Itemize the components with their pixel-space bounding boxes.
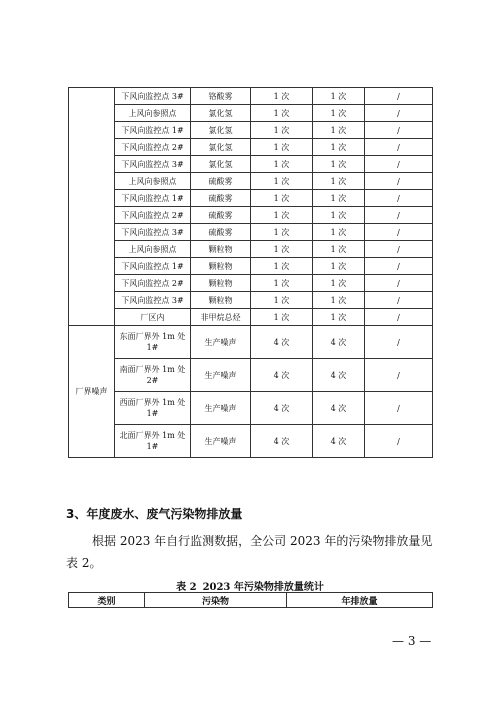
pollutant-cell: 氯化氢 xyxy=(191,122,251,139)
monitoring-frequency-table xyxy=(68,87,433,458)
planned-frequency: 1 次 xyxy=(251,224,313,241)
planned-frequency: 1 次 xyxy=(251,207,313,224)
table-row xyxy=(69,359,433,392)
monitoring-table-body xyxy=(69,88,433,458)
table-row xyxy=(69,122,433,139)
note-cell: / xyxy=(365,139,433,156)
monitoring-point: 下风向监控点 3# xyxy=(115,224,191,241)
monitoring-point: 厂区内 xyxy=(115,309,191,326)
planned-frequency: 1 次 xyxy=(251,292,313,309)
monitoring-point: 北面厂界外 1m 处 1# xyxy=(115,425,191,458)
monitoring-point: 下风向监控点 3# xyxy=(115,292,191,309)
table-row xyxy=(69,392,433,425)
planned-frequency: 1 次 xyxy=(251,241,313,258)
planned-frequency: 1 次 xyxy=(251,309,313,326)
pollutant-cell: 颗粒物 xyxy=(191,292,251,309)
actual-frequency: 4 次 xyxy=(313,326,365,359)
table-row xyxy=(69,275,433,292)
note-cell: / xyxy=(365,292,433,309)
planned-frequency: 1 次 xyxy=(251,88,313,105)
pollutant-cell: 铬酸雾 xyxy=(191,88,251,105)
pollutant-cell: 硫酸雾 xyxy=(191,173,251,190)
note-cell: / xyxy=(365,326,433,359)
note-cell: / xyxy=(365,425,433,458)
section-heading: 3、年度废水、废气污染物排放量 xyxy=(66,507,243,521)
actual-frequency: 1 次 xyxy=(313,275,365,292)
pollutant-cell: 颗粒物 xyxy=(191,275,251,292)
page-number: — 3 — xyxy=(392,634,432,648)
pollutant-cell: 硫酸雾 xyxy=(191,207,251,224)
monitoring-point: 下风向监控点 1# xyxy=(115,258,191,275)
summary-header-row xyxy=(69,593,433,608)
monitoring-point: 下风向监控点 3# xyxy=(115,88,191,105)
monitoring-point: 南面厂界外 1m 处 2# xyxy=(115,359,191,392)
planned-frequency: 4 次 xyxy=(251,326,313,359)
actual-frequency: 1 次 xyxy=(313,258,365,275)
pollutant-cell: 生产噪声 xyxy=(191,326,251,359)
table-row xyxy=(69,425,433,458)
actual-frequency: 1 次 xyxy=(313,190,365,207)
pollutant-cell: 硫酸雾 xyxy=(191,224,251,241)
note-cell: / xyxy=(365,258,433,275)
actual-frequency: 4 次 xyxy=(313,392,365,425)
pollutant-cell: 氯化氢 xyxy=(191,156,251,173)
monitoring-point: 下风向监控点 2# xyxy=(115,139,191,156)
table-row xyxy=(69,207,433,224)
note-cell: / xyxy=(365,122,433,139)
planned-frequency: 1 次 xyxy=(251,275,313,292)
actual-frequency: 1 次 xyxy=(313,224,365,241)
planned-frequency: 1 次 xyxy=(251,139,313,156)
table-row xyxy=(69,105,433,122)
note-cell: / xyxy=(365,190,433,207)
emission-summary-table xyxy=(68,592,433,608)
note-cell: / xyxy=(365,156,433,173)
table2-title: 2023 年污染物排放量统计 xyxy=(202,582,324,593)
category-cell-noise: 厂界噪声 xyxy=(69,326,115,458)
actual-frequency: 1 次 xyxy=(313,241,365,258)
note-cell: / xyxy=(365,359,433,392)
actual-frequency: 1 次 xyxy=(313,122,365,139)
pollutant-cell: 生产噪声 xyxy=(191,392,251,425)
table-row xyxy=(69,139,433,156)
actual-frequency: 1 次 xyxy=(313,207,365,224)
planned-frequency: 4 次 xyxy=(251,425,313,458)
table-row xyxy=(69,326,433,359)
note-cell: / xyxy=(365,392,433,425)
actual-frequency: 4 次 xyxy=(313,425,365,458)
note-cell: / xyxy=(365,105,433,122)
note-cell: / xyxy=(365,207,433,224)
planned-frequency: 1 次 xyxy=(251,105,313,122)
monitoring-point: 西面厂界外 1m 处 1# xyxy=(115,392,191,425)
note-cell: / xyxy=(365,173,433,190)
monitoring-point: 上风向参照点 xyxy=(115,105,191,122)
planned-frequency: 1 次 xyxy=(251,258,313,275)
note-cell: / xyxy=(365,275,433,292)
pollutant-cell: 非甲烷总烃 xyxy=(191,309,251,326)
note-cell: / xyxy=(365,88,433,105)
monitoring-point: 上风向参照点 xyxy=(115,241,191,258)
planned-frequency: 4 次 xyxy=(251,392,313,425)
table2-number: 表 2 xyxy=(176,582,197,593)
planned-frequency: 1 次 xyxy=(251,190,313,207)
header-category: 类别 xyxy=(69,593,145,608)
actual-frequency: 1 次 xyxy=(313,105,365,122)
actual-frequency: 1 次 xyxy=(313,292,365,309)
monitoring-point: 下风向监控点 2# xyxy=(115,207,191,224)
monitoring-point: 下风向监控点 3# xyxy=(115,156,191,173)
actual-frequency: 4 次 xyxy=(313,359,365,392)
planned-frequency: 1 次 xyxy=(251,122,313,139)
body-paragraph: 根据 2023 年自行监测数据，全公司 2023 年的污染物排放量见表 2。 xyxy=(66,534,433,570)
pollutant-cell: 氯化氢 xyxy=(191,139,251,156)
table-row xyxy=(69,292,433,309)
table2-caption xyxy=(0,578,500,593)
monitoring-point: 下风向监控点 1# xyxy=(115,122,191,139)
actual-frequency: 1 次 xyxy=(313,173,365,190)
table-row xyxy=(69,190,433,207)
monitoring-point: 下风向监控点 1# xyxy=(115,190,191,207)
header-annual-emission: 年排放量 xyxy=(287,593,433,608)
table-row xyxy=(69,224,433,241)
header-pollutant: 污染物 xyxy=(145,593,287,608)
pollutant-cell: 氯化氢 xyxy=(191,105,251,122)
table-row xyxy=(69,258,433,275)
pollutant-cell: 生产噪声 xyxy=(191,425,251,458)
pollutant-cell: 颗粒物 xyxy=(191,258,251,275)
table-row xyxy=(69,241,433,258)
note-cell: / xyxy=(365,241,433,258)
note-cell: / xyxy=(365,224,433,241)
actual-frequency: 1 次 xyxy=(313,156,365,173)
actual-frequency: 1 次 xyxy=(313,88,365,105)
table-row xyxy=(69,156,433,173)
monitoring-point: 上风向参照点 xyxy=(115,173,191,190)
planned-frequency: 4 次 xyxy=(251,359,313,392)
note-cell: / xyxy=(365,309,433,326)
pollutant-cell: 颗粒物 xyxy=(191,241,251,258)
planned-frequency: 1 次 xyxy=(251,156,313,173)
actual-frequency: 1 次 xyxy=(313,309,365,326)
planned-frequency: 1 次 xyxy=(251,173,313,190)
pollutant-cell: 硫酸雾 xyxy=(191,190,251,207)
monitoring-point: 东面厂界外 1m 处 1# xyxy=(115,326,191,359)
table-row xyxy=(69,309,433,326)
actual-frequency: 1 次 xyxy=(313,139,365,156)
table-row xyxy=(69,88,433,105)
table-row xyxy=(69,173,433,190)
pollutant-cell: 生产噪声 xyxy=(191,359,251,392)
category-cell-waste-gas xyxy=(69,88,115,326)
monitoring-point: 下风向监控点 2# xyxy=(115,275,191,292)
